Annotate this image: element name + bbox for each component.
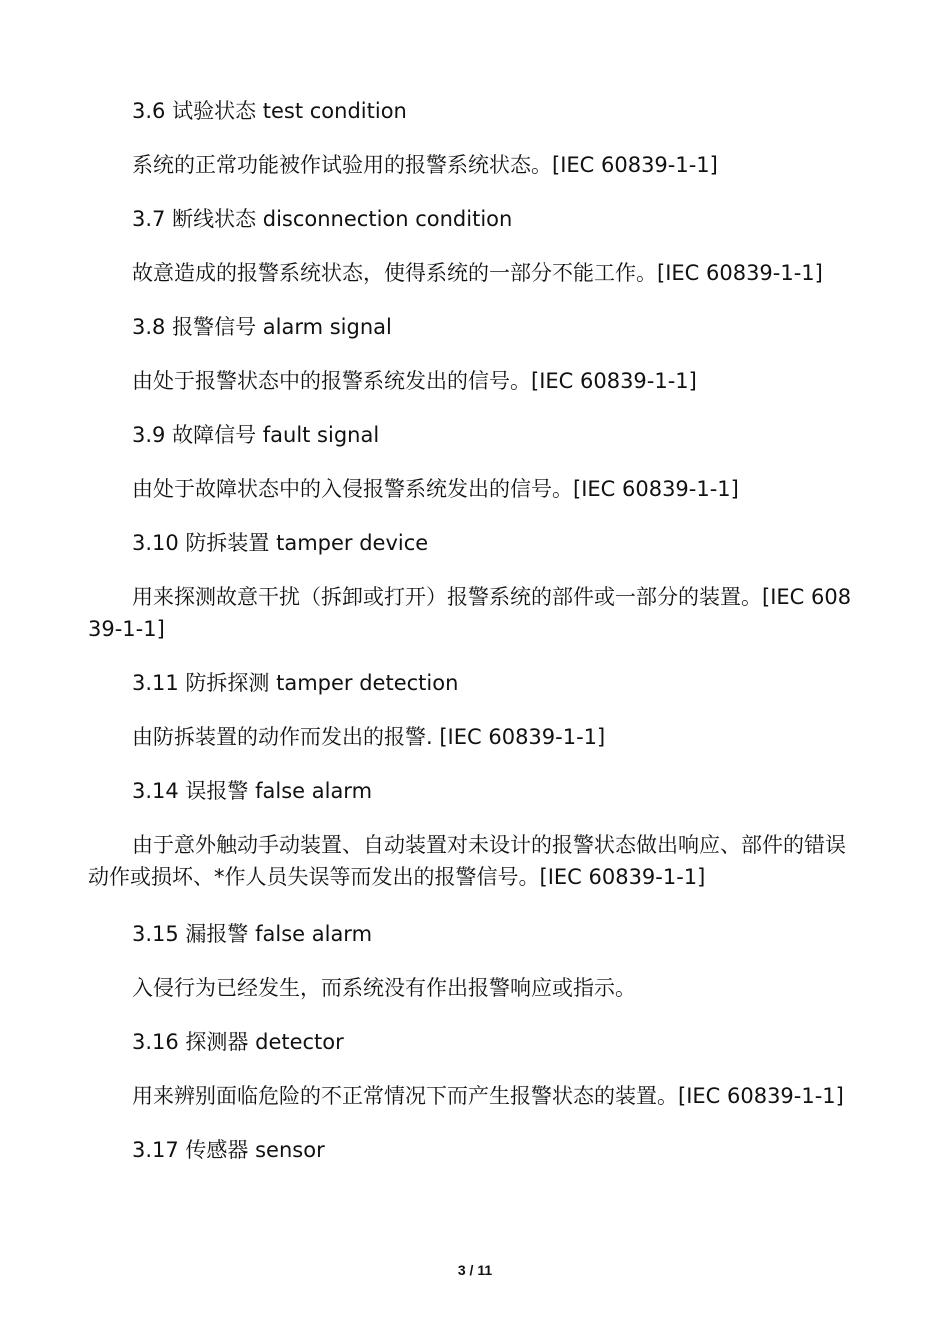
entry-body: 用来辨别面临危险的不正常情况下而产生报警状态的装置。[IEC 60839-1-1]	[132, 1084, 844, 1108]
page-number: 3 / 11	[457, 1262, 493, 1278]
entry-body: 系统的正常功能被作试验用的报警系统状态。[IEC 60839-1-1]	[132, 153, 718, 177]
entry-heading: 3.7 断线状态 disconnection condition	[132, 207, 513, 231]
entry-body: 用来探测故意干扰（拆卸或打开）报警系统的部件或一部分的装置。[IEC 60839-1-1]	[88, 585, 852, 641]
entry-body: 由于意外触动手动装置、自动装置对未设计的报警状态做出响应、部件的错误动作或损坏、*作人员失误等而发出的报警信号。[IEC 60839-1-1]	[88, 833, 846, 889]
entry-heading: 3.14 误报警 false alarm	[132, 779, 373, 803]
entry-body: 故意造成的报警系统状态，使得系统的一部分不能工作。[IEC 60839-1-1]	[132, 261, 823, 285]
entry-heading: 3.9 故障信号 fault signal	[132, 423, 380, 447]
entry-heading: 3.11 防拆探测 tamper detection	[132, 671, 459, 695]
entry-body: 由处于报警状态中的报警系统发出的信号。[IEC 60839-1-1]	[132, 369, 697, 393]
entry-heading: 3.6 试验状态 test condition	[132, 99, 407, 123]
entry-heading: 3.10 防拆装置 tamper device	[132, 531, 429, 555]
entry-heading: 3.8 报警信号 alarm signal	[132, 315, 392, 339]
entry-body: 入侵行为已经发生，而系统没有作出报警响应或指示。	[132, 976, 636, 1000]
entry-body: 由处于故障状态中的入侵报警系统发出的信号。[IEC 60839-1-1]	[132, 477, 739, 501]
entry-heading: 3.17 传感器 sensor	[132, 1138, 325, 1162]
entry-heading: 3.15 漏报警 false alarm	[132, 922, 373, 946]
entry-body: 由防拆装置的动作而发出的报警. [IEC 60839-1-1]	[132, 725, 606, 749]
entry-heading: 3.16 探测器 detector	[132, 1030, 344, 1054]
